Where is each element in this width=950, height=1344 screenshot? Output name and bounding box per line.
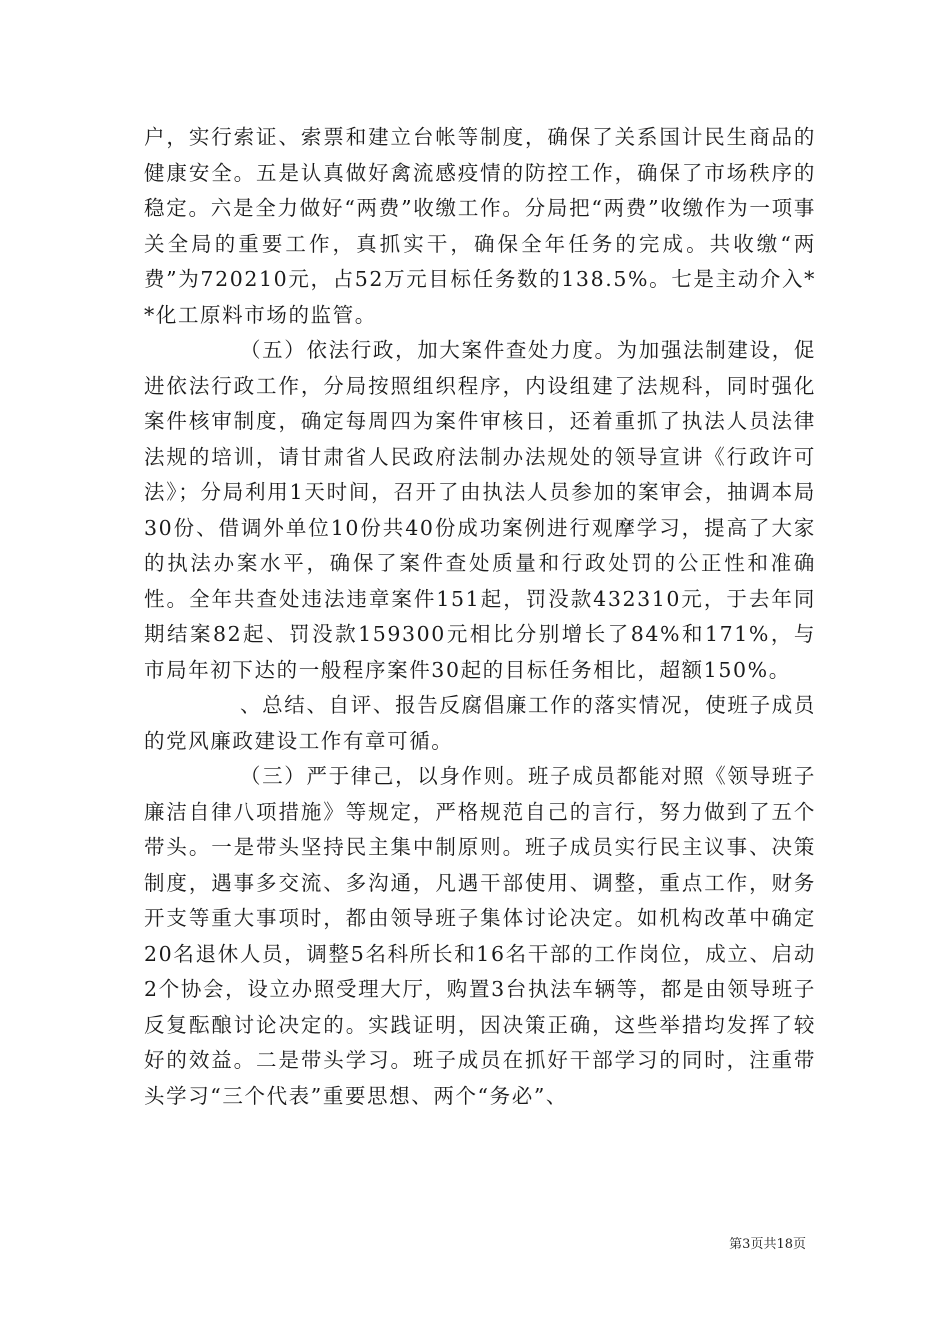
paragraph-law-enforcement: （五）依法行政，加大案件查处力度。为加强法制建设，促进依法行政工作，分局按照组织程序，内设组建了法规科，同时强化案件核审制度，确定每周四为案件审核日，还着重抓了执法人员法律法规的培训，请甘肃省人民政府法制办法规处的领导宣讲《行政许可法》；分局利用1天时间，召开了由执法人员参加的案审会，抽调本局30份、借调外单位10份共40份成功案例进行观摩学习，提高了大家的执法办案水平，确保了案件查处质量和行政处罚的公正性和准确性。全年共查处违法违章案件151起，罚没款432310元，于去年同期结案82起、罚没款159300元相比分别增长了84%和171%，与市局年初下达的一般程序案件30起的目标任务相比，超额150%。 <box>144 338 816 682</box>
paragraph-market-supervision: 户，实行索证、索票和建立台帐等制度，确保了关系国计民生商品的健康安全。五是认真做好禽流感疫情的防控工作，确保了市场秩序的稳定。六是全力做好“两费”收缴工作。分局把“两费”收缴作为一项事关全局的重要工作，真抓实干，确保全年任务的完成。共收缴“两费”为720210元，占52万元目标任务数的138.5%。七是主动介入**化工原料市场的监管。 <box>144 125 816 327</box>
paragraph-self-discipline: （三）严于律己，以身作则。班子成员都能对照《领导班子廉洁自律八项措施》等规定，严格规范自己的言行，努力做到了五个带头。一是带头坚持民主集中制原则。班子成员实行民主议事、决策制度，遇事多交流、多沟通，凡遇干部使用、调整，重点工作，财务开支等重大事项时，都由领导班子集体讨论决定。如机构改革中确定20名退休人员，调整5名科所长和16名干部的工作岗位，成立、启动2个协会，设立办照受理大厅，购置3台执法车辆等，都是由领导班子反复酝酿讨论决定的。实践证明，因决策正确，这些举措均发挥了较好的效益。二是带头学习。班子成员在抓好干部学习的同时，注重带头学习“三个代表”重要思想、两个“务必”、 <box>144 764 816 1108</box>
paragraph-anti-corruption-report: 、总结、自评、报告反腐倡廉工作的落实情况，使班子成员的党风廉政建设工作有章可循。 <box>144 693 816 753</box>
page-number-footer: 第3页共18页 <box>729 1237 806 1252</box>
body-text <box>144 120 816 1114</box>
